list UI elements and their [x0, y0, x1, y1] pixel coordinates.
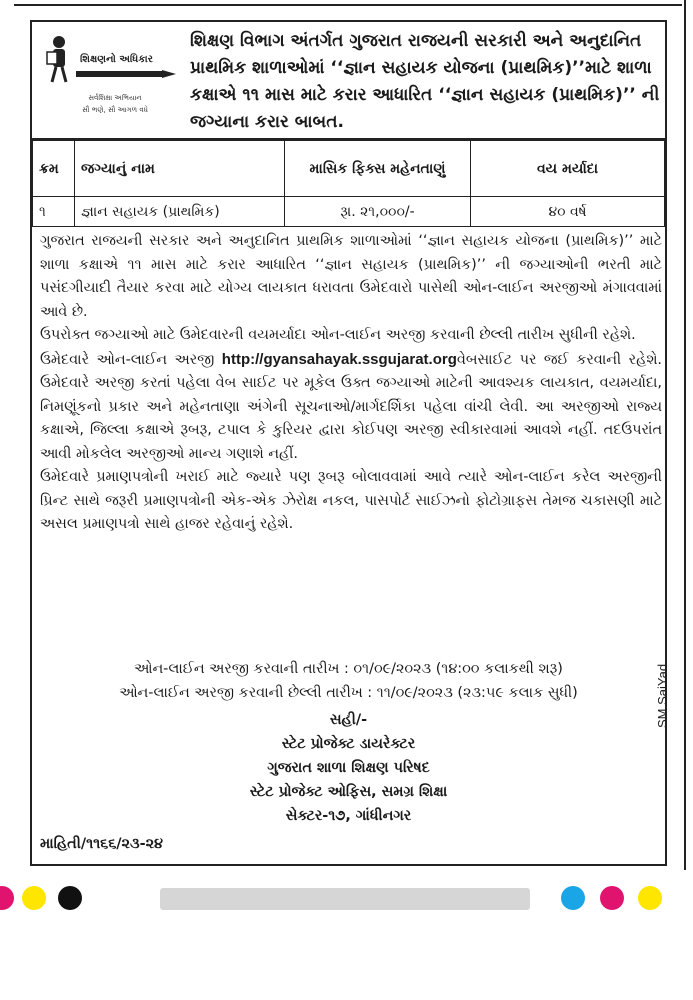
- apply-text-after: વેબસાઈટ પર જઈ કરવાની રહેશે. ઉમેદવારે અરજી કરતાં પહેલા વેબ સાઈટ પર મૂકેલ ઉક્ત જગ્યાઓ માટેની આવશ્યક લાયકાત, વયમર્યાદા, નિમણૂંકનો પ્રકાર અને મહેનતાણા અંગેની સૂચનાઓ/માર્ગદર્શિકા પહેલા વાંચી લેવી. આ અરજીઓ રાજ્ય કક્ષાએ, જિલ્લા કક્ષાએ રૂબરૂ, ટપાલ કે કુરિયર દ્વારા કોઈપણ અરજી સ્વીકારવામાં આવશે નહીં. તદઉપરાંત આવી મોકલેલ અરજીઓ માન્ય ગણાશે નહીં.: [40, 351, 662, 462]
- top-rule: [0, 0, 693, 10]
- registration-marks: [0, 886, 693, 916]
- reg-mark-dot: [638, 886, 662, 910]
- end-date: ઓન-લાઈન અરજી કરવાની છેલ્લી તારીખ : ૧૧/૦૯/૨૦૨૩ (૨૩:૫૯ કલાક સુધી): [119, 684, 578, 701]
- signatory-office: સ્ટેટ પ્રોજેક્ટ ઓફિસ, સમગ્ર શિક્ષા: [249, 784, 448, 800]
- body-paragraph-intro: ગુજરાત રાજયની સરકાર અને અનુદાનિત પ્રાથમિક શાળાઓમાં ‘‘જ્ઞાન સહાયક યોજના (પ્રાથમિક)’’ માટે શાળા કક્ષાએ ૧૧ માસ માટે કરાર આધારિત ‘‘જ્ઞાન સહાયક (પ્રાથમિક)’’ ની જગ્યાઓની ભરતી માટે પસંદગીયાદી તૈયાર કરવા માટે યોગ્ય લાયકાત ધરાવતા ઉમેદવારો પાસેથી ઓન-લાઈન અરજીઓ મંગાવવામાં આવે છે.: [40, 233, 662, 320]
- website-link[interactable]: http://gyansahayak.ssgujarat.org: [221, 350, 457, 368]
- reg-mark-dot: [22, 886, 46, 910]
- logo-brand-text: શિક્ષણનો અધિકાર: [80, 54, 153, 65]
- body-paragraph-apply: [40, 348, 662, 467]
- cell-post-name: જ્ઞાન સહાયક (પ્રાથમિક): [75, 197, 285, 227]
- signatory-address: સેક્ટર-૧૭, ગાંધીનગર: [285, 808, 412, 824]
- apply-text-before: ઉમેદવારે ઓન-લાઈન અરજી: [40, 351, 222, 368]
- body-paragraph-documents: ઉમેદવારે પ્રમાણપત્રોની ખરાઈ માટે જ્યારે પણ રૂબરૂ બોલાવવામાં આવે ત્યારે ઓન-લાઈન કરેલ અરજીની પ્રિન્ટ સાથે જરૂરી પ્રમાણપત્રોની એક-એક ઝેરોક્ષ નકલ, પાસપોર્ટ સાઈઝનો ફોટોગ્રાફસ તેમજ ચકાસણી માટે અસલ પ્રમાણપત્રો સાથે હાજર રહેવાનું રહેશે.: [40, 469, 662, 532]
- reg-mark-dot: [600, 886, 624, 910]
- signature-line: સહી/-: [329, 712, 368, 728]
- signature-block: [32, 708, 665, 828]
- col-header-post-name: જગ્યાનું નામ: [75, 141, 285, 197]
- application-dates: [32, 658, 665, 705]
- body-paragraph-age: ઉપરોક્ત જગ્યાઓ માટે ઉમેદવારની વયમર્યાદા ઓન-લાઈન અરજી કરવાની છેલ્લી તારીખ સુધીની રહેશે.: [40, 327, 636, 343]
- logo-tagline: સર્વશિક્ષા અભિયાન: [88, 94, 142, 102]
- notice-box: [30, 20, 667, 866]
- pencil-icon: [76, 70, 176, 78]
- child-with-book-icon: [44, 34, 74, 84]
- signatory-title: સ્ટેટ પ્રોજેક્ટ ડાયરેક્ટર: [281, 736, 416, 752]
- col-header-age-limit: વય મર્યાદા: [471, 141, 665, 197]
- signatory-organization: ગુજરાત શાળા શિક્ષણ પરિષદ: [267, 760, 430, 776]
- right-edge-rule: [684, 0, 693, 870]
- table-row: [33, 197, 665, 227]
- table-header-row: [33, 141, 665, 197]
- reg-mark-dot: [0, 886, 14, 910]
- notice-title: શિક્ષણ વિભાગ અંતર્ગત ગુજરાત રાજયની સરકારી અને અનુદાનિત પ્રાથમિક શાળાઓમાં ‘‘જ્ઞાન સહાયક યોજના (પ્રાથમિક)’’માટે શાળા કક્ષાએ ૧૧ માસ માટે કરાર આધારિત ‘‘જ્ઞાન સહાયક (પ્રાથમિક)’’ ની જગ્યાના કરાર બાબત.: [190, 31, 660, 132]
- col-header-salary: માસિક ફિક્સ મહેનતાણું: [285, 141, 471, 197]
- cell-salary: રૂા. ૨૧,૦૦૦/-: [285, 197, 471, 227]
- col-header-serial: ક્રમ: [33, 141, 75, 197]
- reference-number: માહિતી/૧૧૬૬/૨૩-૨૪: [40, 836, 163, 852]
- post-details-table: [32, 140, 665, 227]
- watermark: SM SaiYad: [655, 663, 670, 728]
- logo: [40, 32, 182, 132]
- start-date: ઓન-લાઈન અરજી કરવાની તારીખ : ૦૧/૦૯/૨૦૨૩ (૧૪:૦૦ કલાકથી શરૂ): [134, 661, 563, 677]
- notice-body: [40, 230, 662, 537]
- cell-serial: ૧: [33, 197, 75, 227]
- reg-mark-dot: [58, 886, 82, 910]
- logo-tagline-secondary: સૌ ભણે, સૌ આગળ વધે: [82, 106, 148, 114]
- reg-mark-dot: [561, 886, 585, 910]
- cell-age-limit: ૪૦ વર્ષ: [471, 197, 665, 227]
- notice-header: [32, 22, 665, 140]
